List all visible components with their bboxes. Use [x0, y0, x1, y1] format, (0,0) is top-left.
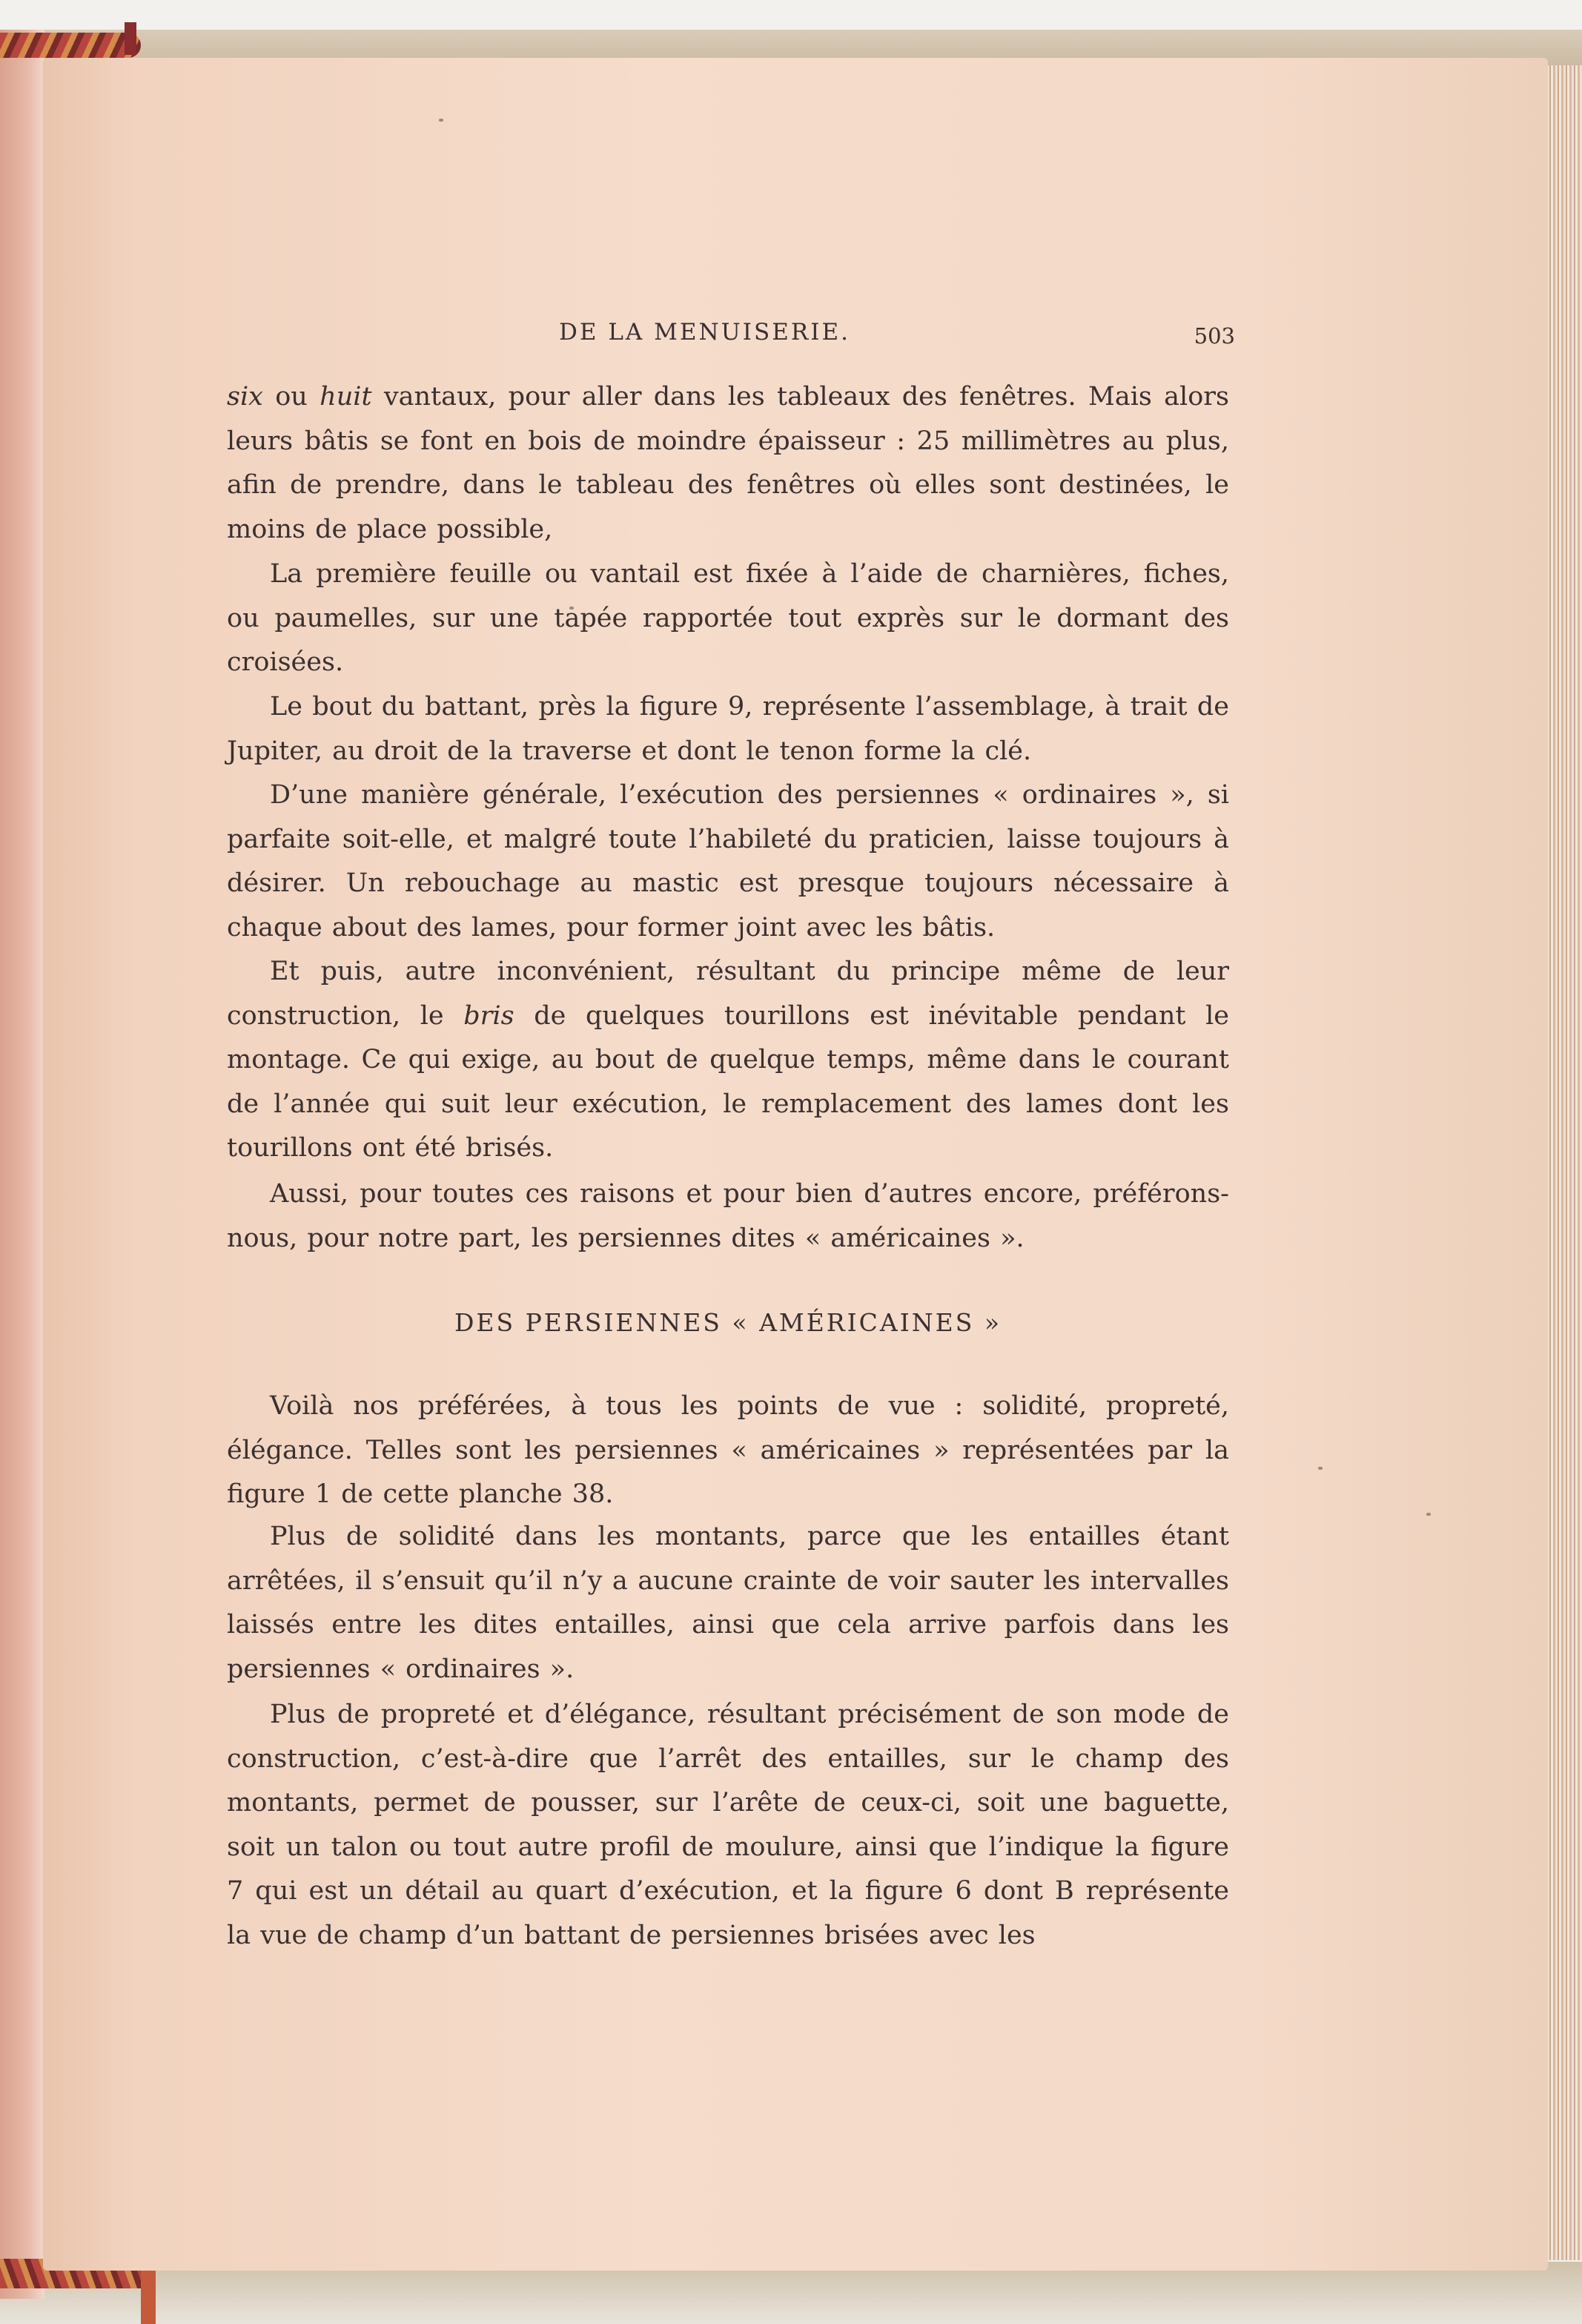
paragraph [227, 1693, 1229, 1958]
headband-ribbon-top [0, 33, 141, 58]
paragraph [227, 375, 1229, 552]
text-run: vantaux, pour aller dans les tableaux des fenêtres. Mais alors leurs bâtis se font en bois de moindre épaisseur : 25 millimètres au plus, afin de prendre, dans le tableau des fenêtres où elles sont destinées, le moins de place possible, [227, 382, 1229, 544]
bookmark-tab-bottom [141, 2269, 156, 2324]
bottom-board-edge [0, 2262, 1582, 2324]
paragraph [227, 773, 1229, 950]
text-run: Plus de propreté et d’élégance, résultant précisément de son mode de construction, c’est-à-dire que l’arrêt des entailles, sur le champ des montants, permet de pousser, sur l’arête de ceux-ci, soit une baguette, soit un talon ou tout autre profil de moulure, ainsi que l’indique la figure 7 qui est un détail au quart d’exécution, et la figure 6 dont B représente la vue de champ d’un battant de persiennes brisées avec les [227, 1700, 1229, 1950]
text-run: Plus de solidité dans les montants, parce que les entailles étant arrêtées, il s’ensuit qu’il n’y a aucune crainte de voir sauter les intervalles laissés entre les dites entailles, ainsi que cela arrive parfois dans les persiennes « ordinaires ». [227, 1522, 1229, 1684]
paragraph [227, 1384, 1229, 1517]
paragraph [227, 1172, 1229, 1261]
paragraph [227, 1515, 1229, 1691]
italic-text: bris [463, 1000, 514, 1031]
text-run: de quelques tourillons est inévitable pendant le montage. Ce qui exige, au bout de quelque temps, même dans le courant de l’année qui suit leur exécution, le remplacement des lames dont les tourillons ont été brisés. [227, 1000, 1229, 1163]
paragraph [227, 950, 1229, 1171]
section-heading: DES PERSIENNES « AMÉRICAINES » [454, 1308, 1002, 1337]
running-title: DE LA MENUISERIE. [559, 319, 850, 346]
paper-speck [1426, 1513, 1431, 1516]
text-run: ou [262, 382, 320, 412]
paragraph [227, 685, 1229, 773]
text-run: Aussi, pour toutes ces raisons et pour bien d’autres encore, préférons-nous, pour notre part, les persiennes dites « américaines ». [227, 1179, 1229, 1253]
running-head [227, 319, 1235, 349]
text-run: La première feuille ou vantail est fixée à l’aide de charnières, fiches, ou paumelles, sur une tapée rapportée tout exprès sur le dormant des croisées. [227, 559, 1229, 677]
left-cover-edge [0, 30, 44, 2299]
italic-text: six [227, 382, 263, 412]
text-run: D’une manière générale, l’exécution des persiennes « ordinaires », si parfaite soit-elle, et malgré toute l’habileté du praticien, laisse toujours à désirer. Un rebouchage au mastic est presque toujours nécessaire à chaque about des lames, pour former joint avec les bâtis. [227, 780, 1229, 943]
page-number: 503 [1194, 323, 1235, 349]
paper-speck [1318, 1467, 1323, 1470]
paper-speck [439, 119, 443, 122]
paragraph [227, 552, 1229, 685]
text-run: Le bout du battant, près la figure 9, représente l’assemblage, à trait de Jupiter, au droit de la traverse et dont le tenon forme la clé. [227, 692, 1229, 766]
book-page [43, 58, 1548, 2271]
italic-text: huit [320, 382, 372, 412]
bookmark-tab [125, 22, 136, 55]
text-run: Et puis, autre inconvénient, résultant du principe même de leur construction, le [227, 957, 1229, 1031]
page-stack-edges [1545, 65, 1582, 2260]
text-run: Voilà nos préférées, à tous les points de vue : solidité, propreté, élégance. Telles sont les persiennes « américaines » représentées par la figure 1 de cette planche 38. [227, 1391, 1229, 1509]
